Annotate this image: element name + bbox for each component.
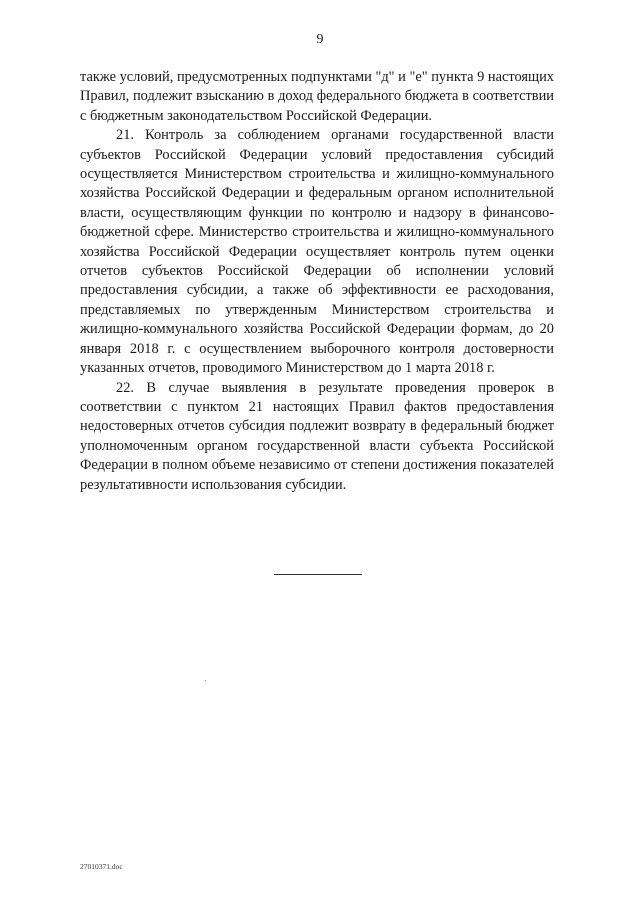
paragraph-clause-22: 22. В случае выявления в результате проведения проверок в соответствии с пунктом 21 настоящих Правил фактов предоставления недостоверных отчетов субсидия подлежит возврату в федеральный бюджет уполномоченным органом государственной власти субъекта Российской Федерации в полном объеме независимо от степени достижения показателей результативности использования субсидии. bbox=[80, 379, 554, 493]
paragraph-clause-21: 21. Контроль за соблюдением органами государственной власти субъектов Российской Федерации условий предоставления субсидий осуществляется Министерством строительства и жилищно-коммунального хозяйства Российской Федерации и федеральным органом исполнительной власти, осуществляющим функции по контролю и надзору в финансово-бюджетной сфере. Министерство строительства и жилищно-коммунального хозяйства Российской Федерации осуществляет контроль путем оценки отчетов субъектов Российской Федерации об исполнении условий предоставления субсидии, а также об эффективности ее расходования, представляемых по утвержденным Министерством строительства и жилищно-коммунального хозяйства Российской Федерации формам, до 20 января 2018 г. с осуществлением выборочного контроля достоверности указанных отчетов, проводимого Министерством до 1 марта 2018 г. bbox=[80, 127, 554, 377]
end-separator-line bbox=[274, 574, 362, 575]
scan-speck bbox=[205, 680, 206, 681]
document-code: 27010371.doc bbox=[80, 862, 123, 871]
document-body bbox=[80, 68, 554, 495]
paragraph-continuation: также условий, предусмотренных подпунктами "д" и "е" пункта 9 настоящих Правил, подлежит взысканию в доход федерального бюджета в соответствии с бюджетным законодательством Российской Федерации. bbox=[80, 69, 554, 124]
page-number: 9 bbox=[316, 32, 324, 47]
